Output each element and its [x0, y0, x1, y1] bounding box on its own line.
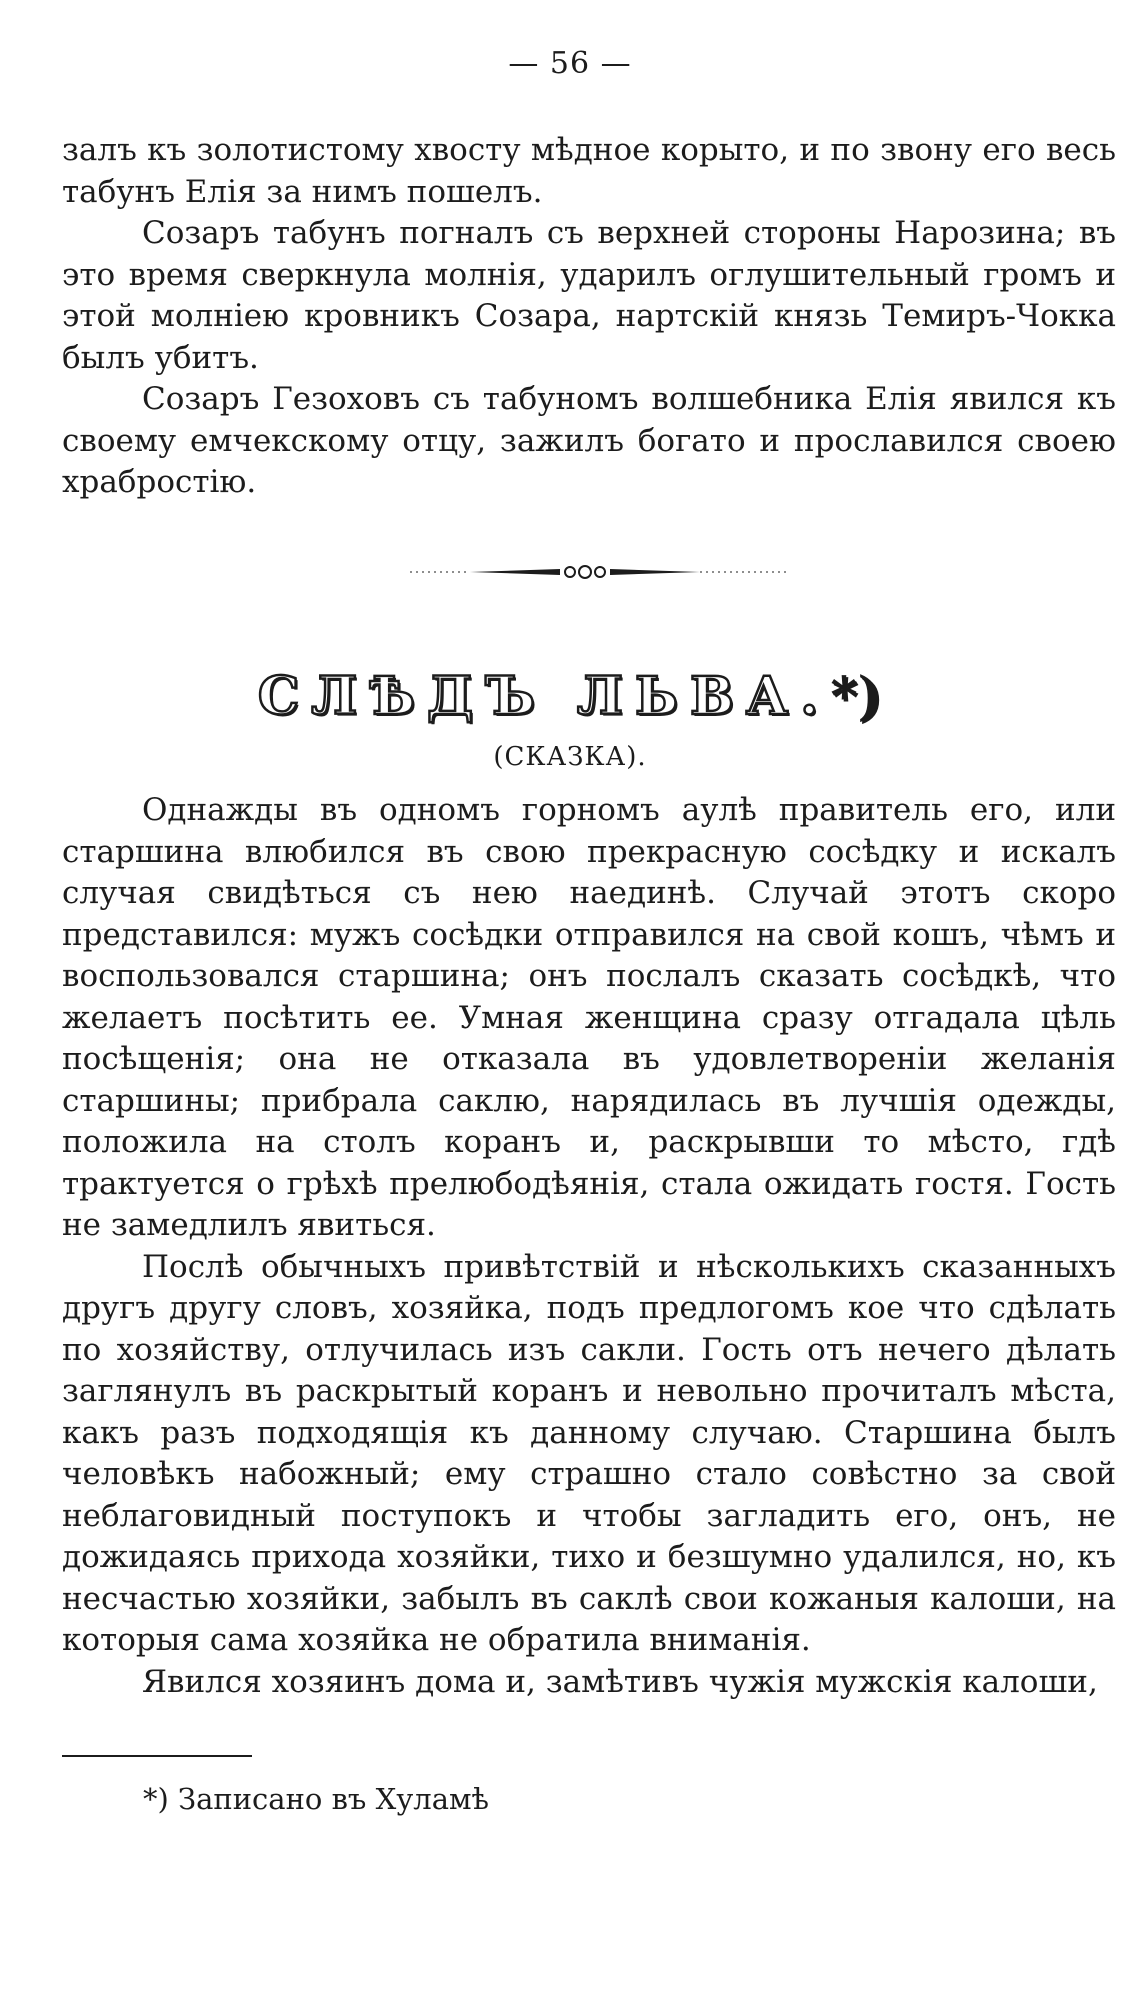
paragraph: Однажды въ одномъ горномъ аулѣ правитель его, или старшина влюбился въ свою прекрасную сосѣдку и искалъ случая свидѣться съ нею наединѣ. Случай этотъ скоро представился: мужъ сосѣдки отправился на свой кошъ, чѣмъ и воспользовался старшина; онъ послалъ сказать сосѣдкѣ, что желаетъ посѣтить ее. Умная женщина сразу отгадала цѣль посѣщенія; она не отказала въ удовлетвореніи желанія старшины; прибрала саклю, нарядилась въ лучшія одежды, положила на столъ коранъ и, раскрывши то мѣсто, гдѣ трактуется о грѣхѣ прелюбодѣянія, стала ожидать гостя. Гость не замедлилъ явиться.: [62, 792, 1116, 1243]
tale-title-text: СЛѢДЪ ЛЬВА.: [257, 666, 831, 727]
footnote: *) Записано въ Хуламѣ: [143, 1782, 490, 1816]
opening-text: [62, 130, 1116, 504]
paragraph: Созаръ Гезоховъ съ табуномъ волшебника Елія явился къ своему емчекскому отцу, зажилъ богато и прославился своею храбростію.: [62, 381, 1116, 500]
tale-title: [0, 666, 1140, 727]
paragraph: Созаръ табунъ погналъ съ верхней стороны Нарозина; въ это время сверкнула молнія, ударилъ оглушительный громъ и этой молніею кровникъ Созара, нартскій князь Темиръ-Чокка былъ убитъ.: [62, 215, 1116, 376]
paragraph: залъ къ золотистому хвосту мѣдное корыто, и по звону его весь табунъ Елія за нимъ пошелъ.: [62, 132, 1116, 210]
page-number: — 56 —: [508, 46, 632, 81]
tale-text: [62, 790, 1116, 1703]
footnote-marker: *): [830, 666, 883, 727]
paragraph: Послѣ обычныхъ привѣтствій и нѣсколькихъ сказанныхъ другъ другу словъ, хозяйка, подъ предлогомъ кое что сдѣлать по хозяйству, отлучилась изъ сакли. Гость отъ нечего дѣлать заглянулъ въ раскрытый коранъ и невольно прочиталъ мѣста, какъ разъ подходящія къ данному случаю. Старшина былъ человѣкъ набожный; ему страшно стало совѣстно за свой неблаговидный поступокъ и чтобы загладить его, онъ, не дожидаясь прихода хозяйки, тихо и безшумно удалился, но, къ несчастью хозяйки, забылъ въ саклѣ свои кожаныя калоши, на которыя сама хозяйка не обратила вниманія.: [62, 1248, 1116, 1658]
paragraph: Явился хозяинъ дома и, замѣтивъ чужія мужскія калоши,: [142, 1663, 1098, 1700]
section-divider-ornament: [410, 560, 790, 584]
footnote-rule: [62, 1755, 252, 1757]
tale-subtitle: (СКАЗКА).: [493, 742, 647, 772]
